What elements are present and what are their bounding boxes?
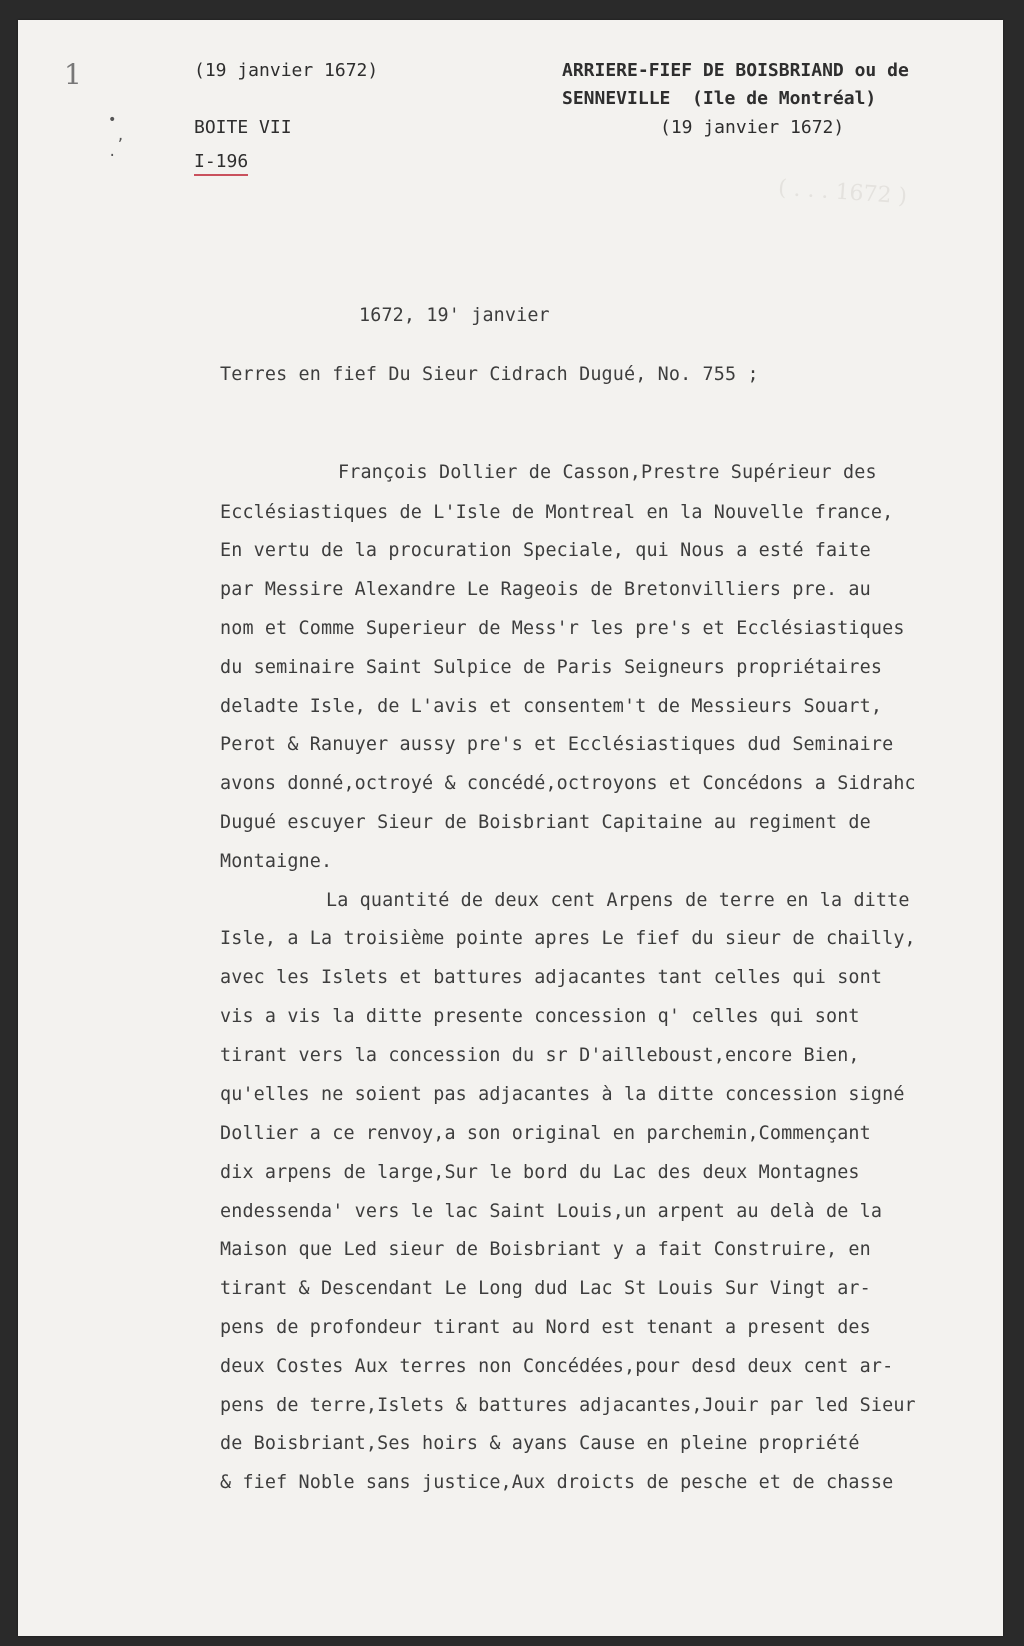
body-line: avec les Islets et battures adjacantes tant celles qui sont — [220, 967, 883, 988]
body-line: Maison que Led sieur de Boisbriant y a fait Construire, en — [220, 1239, 871, 1260]
header-date-right: (19 janvier 1672) — [660, 117, 845, 138]
body-line: par Messire Alexandre Le Rageois de Bretonvilliers pre. au — [220, 579, 871, 600]
body-line: pens de profondeur tirant au Nord est tenant a present des — [220, 1317, 871, 1338]
header-boite: BOITE VII — [194, 117, 292, 138]
body-line: Ecclésiastiques de L'Isle de Montreal en la Nouvelle france, — [220, 502, 894, 523]
body-line: pens de terre,Islets & battures adjacantes,Jouir par led Sieur — [220, 1395, 916, 1416]
body-line: & fief Noble sans justice,Aux droicts de pesche et de chasse — [220, 1472, 894, 1493]
body-subject: Terres en fief Du Sieur Cidrach Dugué, No. 755 ; — [220, 364, 759, 385]
body-line: Isle, a La troisième pointe apres Le fief du sieur de chailly, — [220, 928, 916, 949]
header-date-left: (19 janvier 1672) — [194, 60, 379, 81]
body-line: nom et Comme Superieur de Mess'r les pre's et Ecclésiastiques — [220, 618, 905, 639]
faint-bleedthrough: ( . . . 1672 ) — [777, 175, 908, 210]
header-title-line2: SENNEVILLE (Ile de Montréal) — [562, 88, 877, 109]
body-line: Montaigne. — [220, 851, 333, 872]
body-date: 1672, 19' janvier — [359, 305, 550, 326]
margin-marks: • , . — [108, 112, 125, 160]
body-line: deux Costes Aux terres non Concédées,pour desd deux cent ar- — [220, 1356, 894, 1377]
body-line: du seminaire Saint Sulpice de Paris Seigneurs propriétaires — [220, 657, 883, 678]
body-line: Perot & Ranuyer aussy pre's et Ecclésiastiques dud Seminaire — [220, 734, 894, 755]
page-number: 1 — [64, 58, 82, 91]
body-line: Dollier a ce renvoy,a son original en parchemin,Commençant — [220, 1123, 871, 1144]
body-line: tirant & Descendant Le Long dud Lac St Louis Sur Vingt ar- — [220, 1278, 871, 1299]
body-line: deladte Isle, de L'avis et consentem't de Messieurs Souart, — [220, 696, 883, 717]
body-line: avons donné,octroyé & concédé,octroyons et Concédons a Sidrahc — [220, 773, 916, 794]
header-title-line1: ARRIERE-FIEF DE BOISBRIAND ou de — [562, 60, 909, 81]
body-line: endessenda' vers le lac Saint Louis,un arpent au delà de la — [220, 1201, 883, 1222]
body-line: La quantité de deux cent Arpens de terre en la ditte — [326, 890, 910, 911]
body-line: Dugué escuyer Sieur de Boisbriant Capitaine au regiment de — [220, 812, 871, 833]
body-line: En vertu de la procuration Speciale, qui Nous a esté faite — [220, 540, 871, 561]
body-line: vis a vis la ditte presente concession q' celles qui sont — [220, 1006, 860, 1027]
document-page — [18, 20, 1003, 1636]
body-line: de Boisbriant,Ses hoirs & ayans Cause en pleine propriété — [220, 1433, 860, 1454]
body-line: François Dollier de Casson,Prestre Supérieur des — [338, 462, 877, 483]
header-code: I-196 — [194, 151, 248, 176]
body-line: tirant vers la concession du sr D'ailleboust,encore Bien, — [220, 1045, 860, 1066]
body-line: qu'elles ne soient pas adjacantes à la ditte concession signé — [220, 1084, 905, 1105]
body-line: dix arpens de large,Sur le bord du Lac des deux Montagnes — [220, 1162, 860, 1183]
